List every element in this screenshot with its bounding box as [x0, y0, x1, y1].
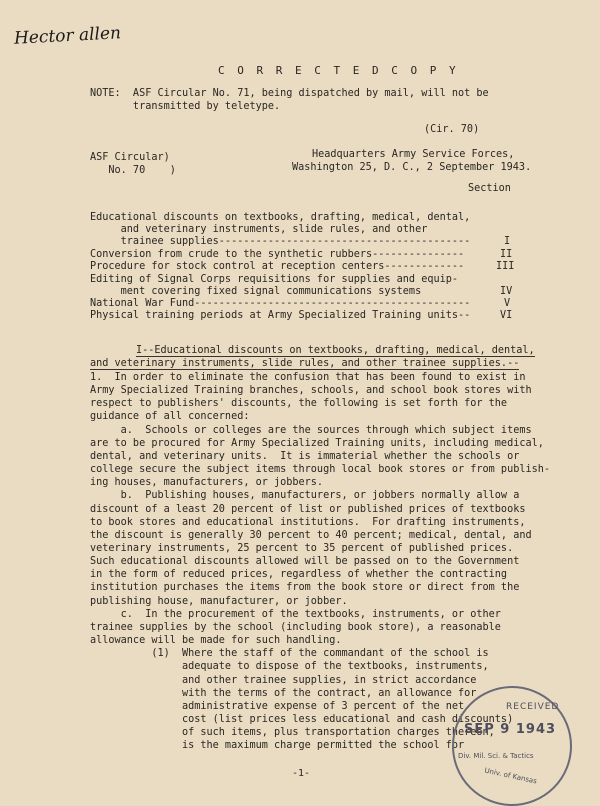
body-line: with the terms of the contract, an allowance for: [90, 687, 477, 699]
body-line: ing houses, manufacturers, or jobbers.: [90, 477, 324, 489]
body-line: administrative expense of 3 percent of the net: [90, 700, 465, 712]
note-line-2: transmitted by teletype.: [90, 101, 281, 112]
toc-section-number: II: [500, 249, 513, 260]
received-stamp: [452, 686, 572, 806]
body-line: college secure the subject items through local book stores or from publish-: [90, 464, 551, 476]
body-line: adequate to dispose of the textbooks, instruments,: [90, 661, 489, 673]
body-line: (1) Where the staff of the commandant of the school is: [90, 648, 489, 660]
body-line: guidance of all concerned:: [90, 411, 250, 423]
section-heading-line-1: I--Educational discounts on textbooks, drafting, medical, dental,: [136, 345, 535, 356]
body-line: discount of a least 20 percent of list or published prices of textbooks: [90, 503, 526, 515]
circular-reference: (Cir. 70): [424, 124, 480, 135]
body-line: cost (list prices less educational and cash discounts): [90, 713, 514, 725]
toc-entry: ment covering fixed signal communications systems: [90, 286, 422, 297]
stamp-division: Div. Mil. Sci. & Tactics: [458, 752, 534, 760]
stamp-university: Univ. of Kansas: [483, 766, 538, 786]
page-number: -1-: [292, 768, 311, 779]
toc-entry: and veterinary instruments, slide rules, and other: [90, 224, 428, 235]
toc-entry: Procedure for stock control at reception centers-------------: [90, 261, 465, 272]
stamp-received: RECEIVED: [506, 702, 560, 712]
toc-entry: trainee supplies-----------------------------------------: [90, 236, 471, 247]
toc-entry: Physical training periods at Army Specialized Training units--: [90, 310, 471, 321]
header-left-1: ASF Circular): [90, 152, 170, 163]
body-line: the discount is generally 30 percent to 40 percent; medical, dental, and: [90, 529, 532, 541]
toc-section-number: III: [496, 261, 515, 272]
body-line: and other trainee supplies, in strict accordance: [90, 674, 477, 686]
document-title: C O R R E C T E D C O P Y: [218, 64, 459, 77]
header-right-2: Washington 25, D. C., 2 September 1943.: [292, 162, 532, 173]
body-line: trainee supplies by the school (including book store), a reasonable: [90, 621, 501, 633]
body-line: c. In the procurement of the textbooks, instruments, or other: [90, 608, 501, 620]
handwritten-name: Hector allen: [13, 23, 122, 49]
body-line: respect to publishers' discounts, the following is set forth for the: [90, 398, 508, 410]
body-line: is the maximum charge permitted the school for: [90, 740, 465, 752]
body-line: publishing house, manufacturer, or jobber.: [90, 595, 348, 607]
toc-section-number: IV: [500, 286, 513, 297]
note-line-1: NOTE: ASF Circular No. 71, being dispatched by mail, will not be: [90, 88, 489, 99]
body-line: veterinary instruments, 25 percent to 35 percent of published prices.: [90, 543, 514, 554]
body-line: Army Specialized Training branches, schools, and school book stores with: [90, 385, 532, 397]
toc-section-number: V: [504, 298, 511, 309]
header-left-2: No. 70 ): [90, 165, 176, 176]
body-line: in the form of reduced prices, regardless of whether the contracting: [90, 569, 508, 581]
body-line: 1. In order to eliminate the confusion that has been found to exist in: [90, 372, 526, 383]
body-line: Such educational discounts allowed will be passed on to the Government: [90, 556, 520, 568]
toc-entry: Editing of Signal Corps requisitions for supplies and equip-: [90, 274, 459, 285]
body-line: allowance will be made for such handling.: [90, 635, 342, 646]
body-line: of such items, plus transportation charges thereon,: [90, 727, 495, 738]
stamp-date: SEP 9 1943: [464, 722, 557, 737]
body-line: are to be procured for Army Specialized Training units, including medical,: [90, 437, 544, 449]
body-line: dental, and veterinary units. It is immaterial whether the schools or: [90, 450, 520, 462]
body-line: institution purchases the items from the book store or direct from the: [90, 582, 520, 594]
toc-entry: Educational discounts on textbooks, drafting, medical, dental,: [90, 212, 471, 223]
section-label: Section: [468, 183, 511, 194]
body-line: b. Publishing houses, manufacturers, or jobbers normally allow a: [90, 490, 520, 502]
header-right-1: Headquarters Army Service Forces,: [312, 149, 515, 160]
toc-entry: National War Fund---------------------------------------------: [90, 298, 471, 309]
toc-entry: Conversion from crude to the synthetic rubbers---------------: [90, 249, 465, 260]
section-heading-line-2: and veterinary instruments, slide rules, and other trainee supplies.--: [90, 358, 520, 369]
toc-section-number: I: [504, 236, 511, 247]
toc-section-number: VI: [500, 310, 513, 321]
body-line: to book stores and educational institutions. For drafting instruments,: [90, 516, 526, 528]
body-line: a. Schools or colleges are the sources through which subject items: [90, 424, 532, 436]
